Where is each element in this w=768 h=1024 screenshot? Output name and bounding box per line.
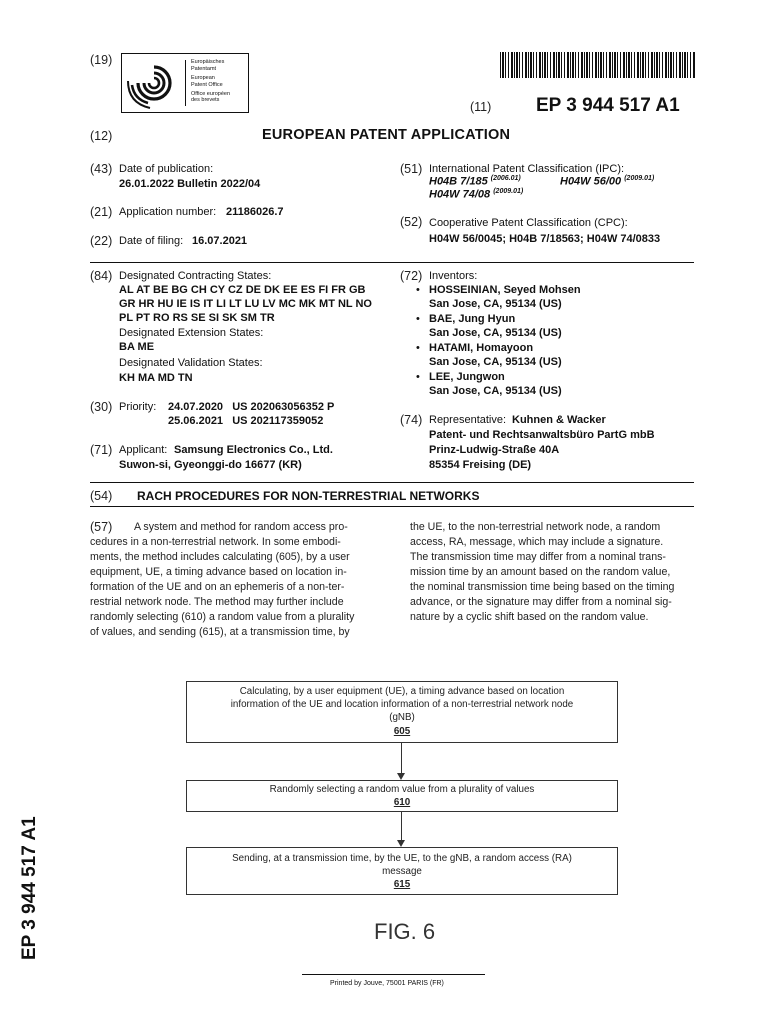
divider [90, 506, 694, 507]
inid-11: (11) [470, 100, 492, 114]
arrow-down-icon [397, 840, 405, 847]
side-publication-number: EP 3 944 517 A1 [19, 816, 40, 960]
epo-logo [121, 53, 249, 113]
inid-21: (21) [90, 205, 113, 219]
barcode [500, 52, 696, 78]
inventor-name: LEE, Jungwon [429, 371, 505, 383]
applicant-address: Suwon-si, Gyeonggi-do 16677 (KR) [119, 459, 302, 471]
publication-date-value: 26.01.2022 Bulletin 2022/04 [119, 178, 261, 190]
representative-line: Kuhnen & Wacker [512, 414, 606, 426]
validation-states-label: Designated Validation States: [119, 357, 263, 369]
figure-caption: FIG. 6 [374, 919, 436, 944]
flow-arrow [401, 812, 402, 841]
arrow-down-icon [397, 773, 405, 780]
inid-72: (72) [400, 269, 423, 283]
ipc-code: H04W 56/00 $^{(2009.01)}$ [560, 175, 655, 188]
abstract-right-column: the UE, to the non-terrestrial network node, a random access, RA, message, which may include a signature. The transmission time may differ from a nominal trans- mission time by an amount based on the random value, the nominal transmission time being based on the timing advance, or the signature may differ from a nominal sig- nature by a cyclic shift based on the random value. [410, 521, 675, 624]
states-line: GR HR HU IE IS IT LI LT LU LV MC MK MT NL NO [119, 298, 372, 310]
representative-label: Representative: [429, 414, 507, 426]
ipc-code: H04B 7/185 $^{(2006.01)}$ [429, 175, 521, 188]
step-ref: 610 [393, 797, 411, 809]
flow-arrow [401, 743, 402, 773]
bullet-icon: • [416, 313, 420, 325]
publication-number: EP 3 944 517 A1 [536, 95, 680, 116]
inventor-address: San Jose, CA, 95134 (US) [429, 356, 562, 368]
inid-43: (43) [90, 162, 113, 176]
validation-states-value: KH MA MD TN [119, 372, 193, 384]
extension-states-label: Designated Extension States: [119, 327, 264, 339]
publication-date-label: Date of publication: [119, 163, 214, 175]
document-type: EUROPEAN PATENT APPLICATION [262, 127, 511, 143]
step-ref: 615 [393, 879, 411, 891]
divider [90, 262, 694, 263]
inid-30: (30) [90, 400, 113, 414]
filing-date-label: Date of filing: [119, 235, 184, 247]
cpc-label: Cooperative Patent Classification (CPC): [429, 217, 628, 229]
representative-line: Patent- und Rechtsanwaltsbüro PartG mbB [429, 429, 655, 441]
office-name: Europäisches Patentamt European Patent Office Office européen des brevets [191, 59, 231, 104]
representative-line: Prinz-Ludwig-Straße 40A [429, 444, 560, 456]
flowchart-box-615: Sending, at a transmission time, by the UE, to the gNB, a random access (RA) message 615 [186, 847, 618, 895]
step-ref: 605 [393, 725, 411, 737]
inid-51: (51) [400, 162, 423, 176]
inid-57: (57) [90, 520, 113, 534]
application-number-value: 21186026.7 [226, 206, 284, 218]
cpc-value: H04W 56/0045; H04B 7/18563; H04W 74/0833 [429, 233, 661, 245]
states-label: Designated Contracting States: [119, 270, 272, 282]
inid-84: (84) [90, 269, 113, 283]
inventor-name: HOSSEINIAN, Seyed Mohsen [429, 284, 581, 296]
ipc-label: International Patent Classification (IPC): [429, 163, 625, 175]
priority-label: Priority: [119, 401, 157, 413]
inid-52: (52) [400, 215, 423, 229]
applicant-label: Applicant: [119, 444, 168, 456]
inid-19: (19) [90, 53, 113, 67]
inid-74: (74) [400, 413, 423, 427]
inventor-address: San Jose, CA, 95134 (US) [429, 327, 562, 339]
states-line: AL AT BE BG CH CY CZ DE DK EE ES FI FR GB [119, 284, 366, 296]
printer-notice: Printed by Jouve, 75001 PARIS (FR) [330, 980, 444, 987]
divider [90, 482, 694, 483]
inid-12: (12) [90, 129, 113, 143]
inventor-name: HATAMI, Homayoon [429, 342, 534, 354]
epo-logo-icon [124, 55, 184, 111]
extension-states-value: BA ME [119, 341, 155, 353]
inid-54: (54) [90, 489, 113, 503]
filing-date-value: 16.07.2021 [192, 235, 248, 247]
invention-title: RACH PROCEDURES FOR NON-TERRESTRIAL NETWORKS [137, 489, 480, 503]
footer-divider [302, 974, 485, 975]
representative-line: 85354 Freising (DE) [429, 459, 532, 471]
inid-22: (22) [90, 234, 113, 248]
inventor-address: San Jose, CA, 95134 (US) [429, 385, 562, 397]
bullet-icon: • [416, 284, 420, 296]
application-number-label: Application number: [119, 206, 217, 218]
states-line: PL PT RO RS SE SI SK SM TR [119, 312, 275, 324]
priority-line: 24.07.2020 US 202063056352 P [168, 401, 335, 413]
bullet-icon: • [416, 342, 420, 354]
abstract-left-column: A system and method for random access pro- cedures in a non-terrestrial network. In some embodi- ments, the method includes calculating (605), by a user equipment, UE, a timing advance based on location in- formation of the UE and on an ephemeris of a non-ter- restrial network node. The method may further include randomly selecting (610) a random value from a plurality of values, and sending (615), at a transmission time, by [90, 521, 355, 639]
inventor-address: San Jose, CA, 95134 (US) [429, 298, 562, 310]
inventor-name: BAE, Jung Hyun [429, 313, 516, 325]
applicant-name: Samsung Electronics Co., Ltd. [174, 444, 333, 456]
flowchart-box-605: Calculating, by a user equipment (UE), a timing advance based on location information of the UE and location information of a non-terrestrial network node (gNB) 605 [186, 681, 618, 743]
inventors-label: Inventors: [429, 270, 478, 282]
ipc-code: H04W 74/08 $^{(2009.01)}$ [429, 188, 524, 201]
flowchart-box-610: Randomly selecting a random value from a plurality of values 610 [186, 780, 618, 812]
bullet-icon: • [416, 371, 420, 383]
inid-71: (71) [90, 443, 113, 457]
priority-line: 25.06.2021 US 202117359052 [168, 415, 324, 427]
